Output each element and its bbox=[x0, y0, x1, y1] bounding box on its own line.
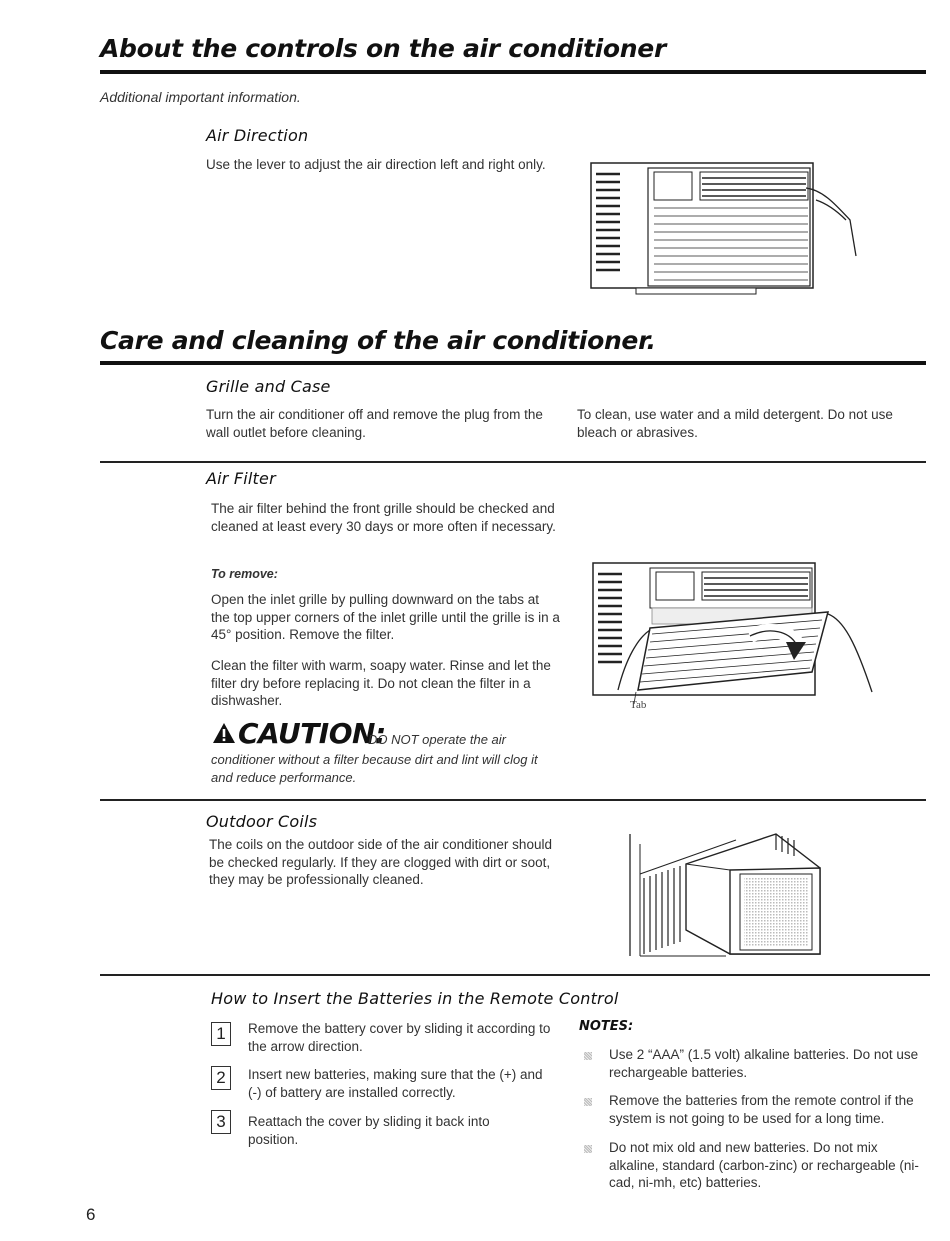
page-number: 6 bbox=[86, 1205, 96, 1224]
battery-step-2-text: Insert new batteries, making sure that the (+) and (-) of battery are installed correctly. bbox=[248, 1067, 543, 1100]
title-rule bbox=[100, 361, 926, 365]
heading-air-filter: Air Filter bbox=[206, 469, 276, 488]
note-item: Use 2 “AAA” (1.5 volt) alkaline batteries. Do not use rechargeable batteries. bbox=[609, 1047, 919, 1080]
ac-filter-removal-illustration bbox=[590, 560, 890, 710]
section-title-care-cleaning: Care and cleaning of the air conditioner. bbox=[100, 326, 656, 355]
title-rule bbox=[100, 70, 926, 74]
battery-step-3-text: Reattach the cover by sliding it back into position. bbox=[248, 1114, 490, 1147]
step-number-1: 1 bbox=[211, 1022, 231, 1046]
tab-label: Tab bbox=[630, 699, 647, 711]
air-filter-intro: The air filter behind the front grille should be checked and cleaned at least every 30 days or more often if necessary. bbox=[211, 501, 556, 534]
air-direction-text: Use the lever to adjust the air direction left and right only. bbox=[206, 157, 546, 172]
heading-air-direction: Air Direction bbox=[206, 126, 309, 145]
heading-outdoor-coils: Outdoor Coils bbox=[206, 812, 318, 831]
note-bullet-icon bbox=[584, 1098, 592, 1106]
section-subtitle: Additional important information. bbox=[100, 89, 301, 105]
section-divider bbox=[100, 974, 930, 976]
warning-triangle-icon bbox=[212, 722, 236, 744]
air-filter-step-open: Open the inlet grille by pulling downward on the tabs at the top upper corners of the inlet grille until the grille is in a 45° position. Remove the filter. bbox=[211, 592, 560, 642]
outdoor-coils-text: The coils on the outdoor side of the air conditioner should be checked regularly. If they are clogged with dirt or soot, they may be professionally cleaned. bbox=[209, 837, 552, 887]
section-title-controls: About the controls on the air conditioner bbox=[100, 34, 666, 63]
note-item: Remove the batteries from the remote control if the system is not going to be used for a long time. bbox=[609, 1093, 914, 1126]
caution-text-first: DO NOT operate the air bbox=[368, 732, 506, 747]
caution-word: CAUTION: bbox=[238, 717, 386, 750]
grille-case-left-text: Turn the air conditioner off and remove the plug from the wall outlet before cleaning. bbox=[206, 407, 543, 440]
to-remove-label: To remove: bbox=[211, 567, 278, 581]
section-divider bbox=[100, 799, 926, 801]
note-item: Do not mix old and new batteries. Do not mix alkaline, standard (carbon-zinc) or rechargeable (ni-cad, ni-mh, etc) batteries. bbox=[609, 1140, 919, 1190]
step-number-2: 2 bbox=[211, 1066, 231, 1090]
ac-unit-lever-illustration bbox=[588, 160, 868, 300]
heading-batteries: How to Insert the Batteries in the Remote Control bbox=[211, 989, 619, 1008]
note-bullet-icon bbox=[584, 1145, 592, 1153]
heading-grille-case: Grille and Case bbox=[206, 377, 331, 396]
notes-label: NOTES: bbox=[579, 1019, 634, 1034]
grille-case-right-text: To clean, use water and a mild detergent. Do not use bleach or abrasives. bbox=[577, 407, 893, 440]
battery-step-1-text: Remove the battery cover by sliding it according to the arrow direction. bbox=[248, 1021, 551, 1054]
step-number-3: 3 bbox=[211, 1110, 231, 1134]
outdoor-coils-illustration bbox=[626, 830, 826, 960]
air-filter-step-clean: Clean the filter with warm, soapy water. Rinse and let the filter dry before replacing it. Do not clean the filter in a dishwasher. bbox=[211, 658, 551, 708]
note-bullet-icon bbox=[584, 1052, 592, 1060]
caution-text: conditioner without a filter because dirt and lint will clog it and reduce performance. bbox=[211, 752, 538, 785]
section-divider bbox=[100, 461, 926, 463]
